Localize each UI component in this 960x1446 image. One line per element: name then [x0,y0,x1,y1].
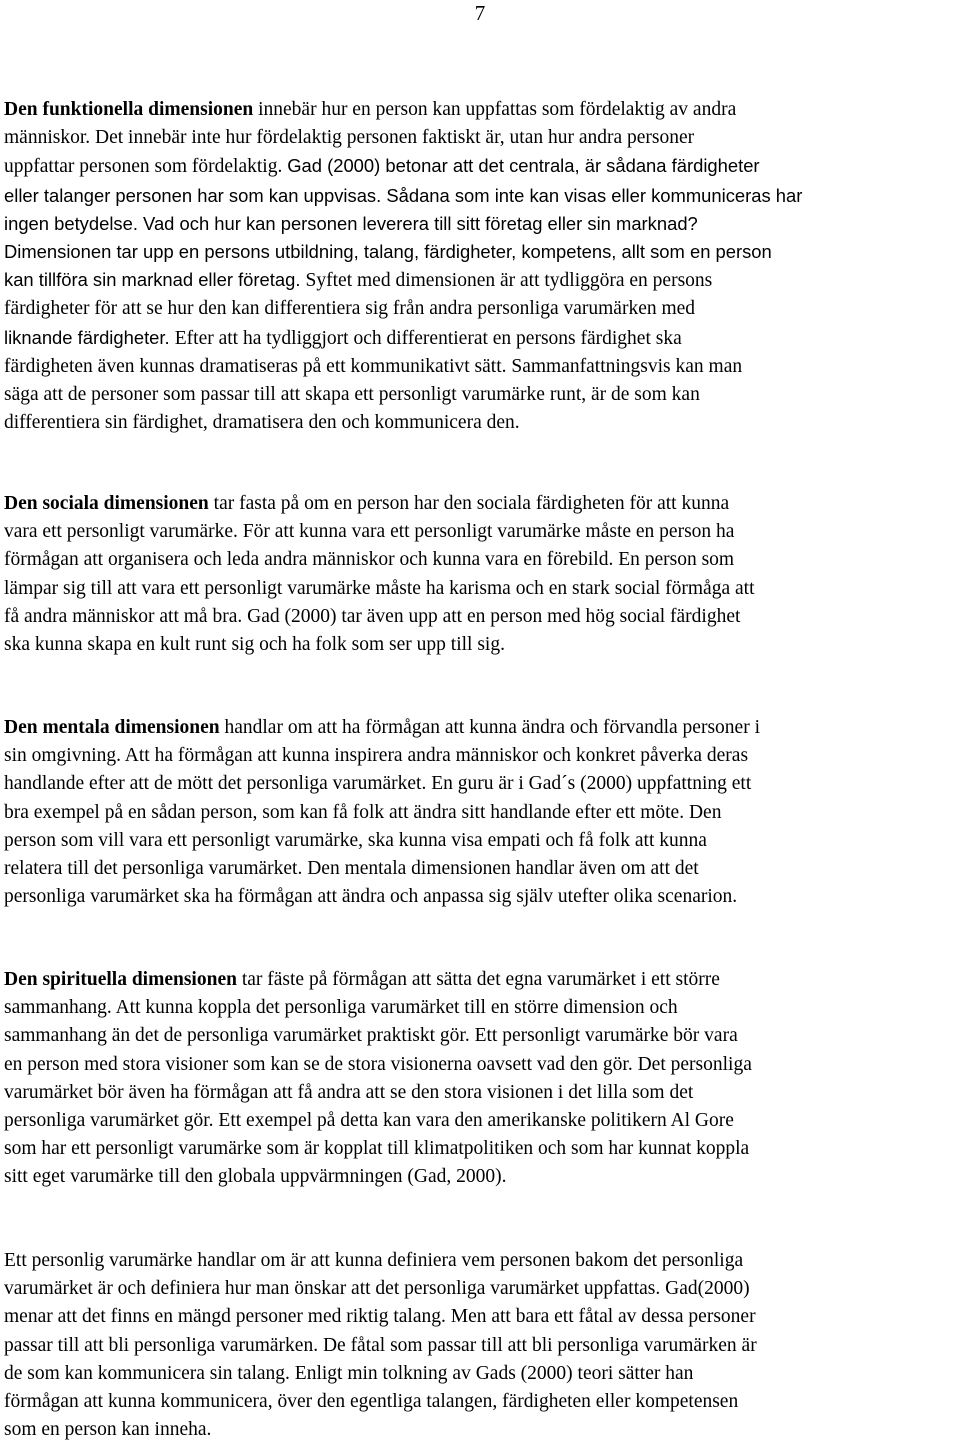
text-line: färdigheter för att se hur den kan differentiera sig från andra personliga varumärken med [4,298,696,320]
text-line: personliga varumärket ska ha förmågan att ändra och anpassa sig själv utefter olika scenarion. [4,886,738,908]
heading-spiritual-dimension: Den spirituella dimensionen [4,969,237,990]
paragraph-spiritual-dimension [4,966,959,1192]
text-line: differentiera sin färdighet, dramatisera den och kommunicera den. [4,412,520,434]
text-line: vara ett personligt varumärke. För att kunna vara ett personligt varumärke måste en person ha [4,521,735,543]
text-fragment-sans: Gad (2000) betonar att det centrala, är sådana färdigheter [287,155,760,177]
text-line: färdigheten även kunnas dramatiseras på ett kommunikativt sätt. Sammanfattningsvis kan man [4,355,743,377]
paragraph-social-dimension [4,490,959,659]
text-line: handlande efter att de mött det personliga varumärket. En guru är i Gad´s (2000) uppfattning ett [4,773,752,795]
text-line [4,714,959,742]
text-fragment: Syftet med dimensionen är att tydliggöra en persons [305,270,713,292]
heading-mental-dimension: Den mentala dimensionen [4,717,220,738]
text-line: sammanhang. Att kunna koppla det personliga varumärket till en större dimension och [4,997,678,1019]
text-line: ska kunna skapa en kult runt sig och ha folk som ser upp till sig. [4,634,505,656]
text-line [4,182,959,210]
text-line: ingen betydelse. Vad och hur kan personen leverera till sitt företag eller sin marknad? [4,212,698,234]
text-line [4,490,959,518]
text-line: sin omgivning. Att ha förmågan att kunna inspirera andra människor och konkret påverka deras [4,745,749,767]
text-line: person som vill vara ett personligt varumärke, ska kunna visa empati och få folk att kunna [4,829,707,851]
text-line: Ett personlig varumärke handlar om är att kunna definiera vem personen bakom det personliga [4,1250,744,1271]
text-line: förmågan att organisera och leda andra människor och kunna vara en förebild. En person som [4,549,735,571]
text-line: förmågan att kunna kommunicera, över den egentliga talangen, färdigheten eller kompetensen [4,1391,739,1413]
text-line: Dimensionen tar upp en persons utbildning, talang, färdigheter, kompetens, allt som en person [4,241,772,263]
text-line [4,324,959,353]
text-line: personliga varumärket gör. Ett exempel på detta kan vara den amerikanske politikern Al Gore [4,1110,734,1132]
text-fragment-sans: Sådana som inte kan visas eller kommuniceras har [386,184,803,206]
text-line: varumärket är och definiera hur man önskar att det personliga varumärket uppfattas. Gad(2000) [4,1278,750,1300]
text-fragment: innebär hur en person kan uppfattas som fördelaktig av andra [253,99,737,120]
text-line: varumärket bör även ha förmågan att få andra att se den stora visionen i det lilla som det [4,1081,694,1103]
text-line: som har ett personligt varumärke som är kopplat till klimatpolitiken och som har kunnat koppla [4,1138,750,1160]
page-number: 7 [474,1,486,25]
text-line: sitt eget varumärke till den globala uppvärmningen (Gad, 2000). [4,1166,507,1188]
text-fragment: tar fasta på om en person har den sociala färdigheten för att kunna [208,493,730,514]
text-line: menar att det finns en mängd personer med riktig talang. Men att bara ett fåtal av dessa personer [4,1306,756,1328]
text-line [4,966,959,994]
text-line: lämpar sig till att vara ett personligt varumärke måste ha karisma och en stark social förmåga att [4,577,755,599]
text-fragment: tar fäste på förmågan att sätta det egna varumärket i ett större [236,969,720,990]
text-line: bra exempel på en sådan person, som kan få folk att ändra sitt handlande efter ett möte. Den [4,801,722,823]
text-line: som en person kan inneha. [4,1419,212,1441]
heading-social-dimension: Den sociala dimensionen [4,493,209,514]
text-line [4,152,959,181]
text-line: relatera till det personliga varumärket. Den mentala dimensionen handlar även om att det [4,858,699,880]
text-line: sammanhang än det de personliga varumärket praktiskt gör. Ett personligt varumärke bör vara [4,1025,738,1047]
text-line [4,96,959,124]
paragraph-summary [4,1247,959,1444]
text-line: passar till att bli personliga varumärken. De fåtal som passar till att bli personliga varumärken är [4,1334,757,1356]
text-fragment-sans: kan tillföra sin marknad eller företag. [4,269,306,291]
text-fragment: uppfattar personen som fördelaktig. [4,156,288,178]
text-fragment: Efter att ha tydliggjort och differentierat en persons färdighet ska [174,327,682,349]
text-line: få andra människor att må bra. Gad (2000) tar även upp att en person med hög social färdighet [4,605,741,627]
heading-functional-dimension: Den funktionella dimensionen [4,99,254,120]
text-fragment: handlar om att ha förmågan att kunna ändra och förvandla personer i [219,717,760,738]
text-line: säga att de personer som passar till att skapa ett personligt varumärke runt, är de som kan [4,384,700,406]
text-fragment-sans: eller talanger personen har som kan uppvisas. [4,184,387,206]
text-line [4,266,959,295]
paragraph-functional-dimension [4,96,959,437]
text-line: de som kan kommunicera sin talang. Enligt min tolkning av Gads (2000) teori sätter han [4,1362,694,1384]
text-line: människor. Det innebär inte hur fördelaktig personen faktiskt är, utan hur andra personer [4,127,695,149]
text-fragment-sans: liknande färdigheter. [4,326,175,348]
paragraph-mental-dimension [4,714,959,911]
text-line: en person med stora visioner som kan se de stora visionerna oavsett vad den gör. Det personliga [4,1053,752,1075]
